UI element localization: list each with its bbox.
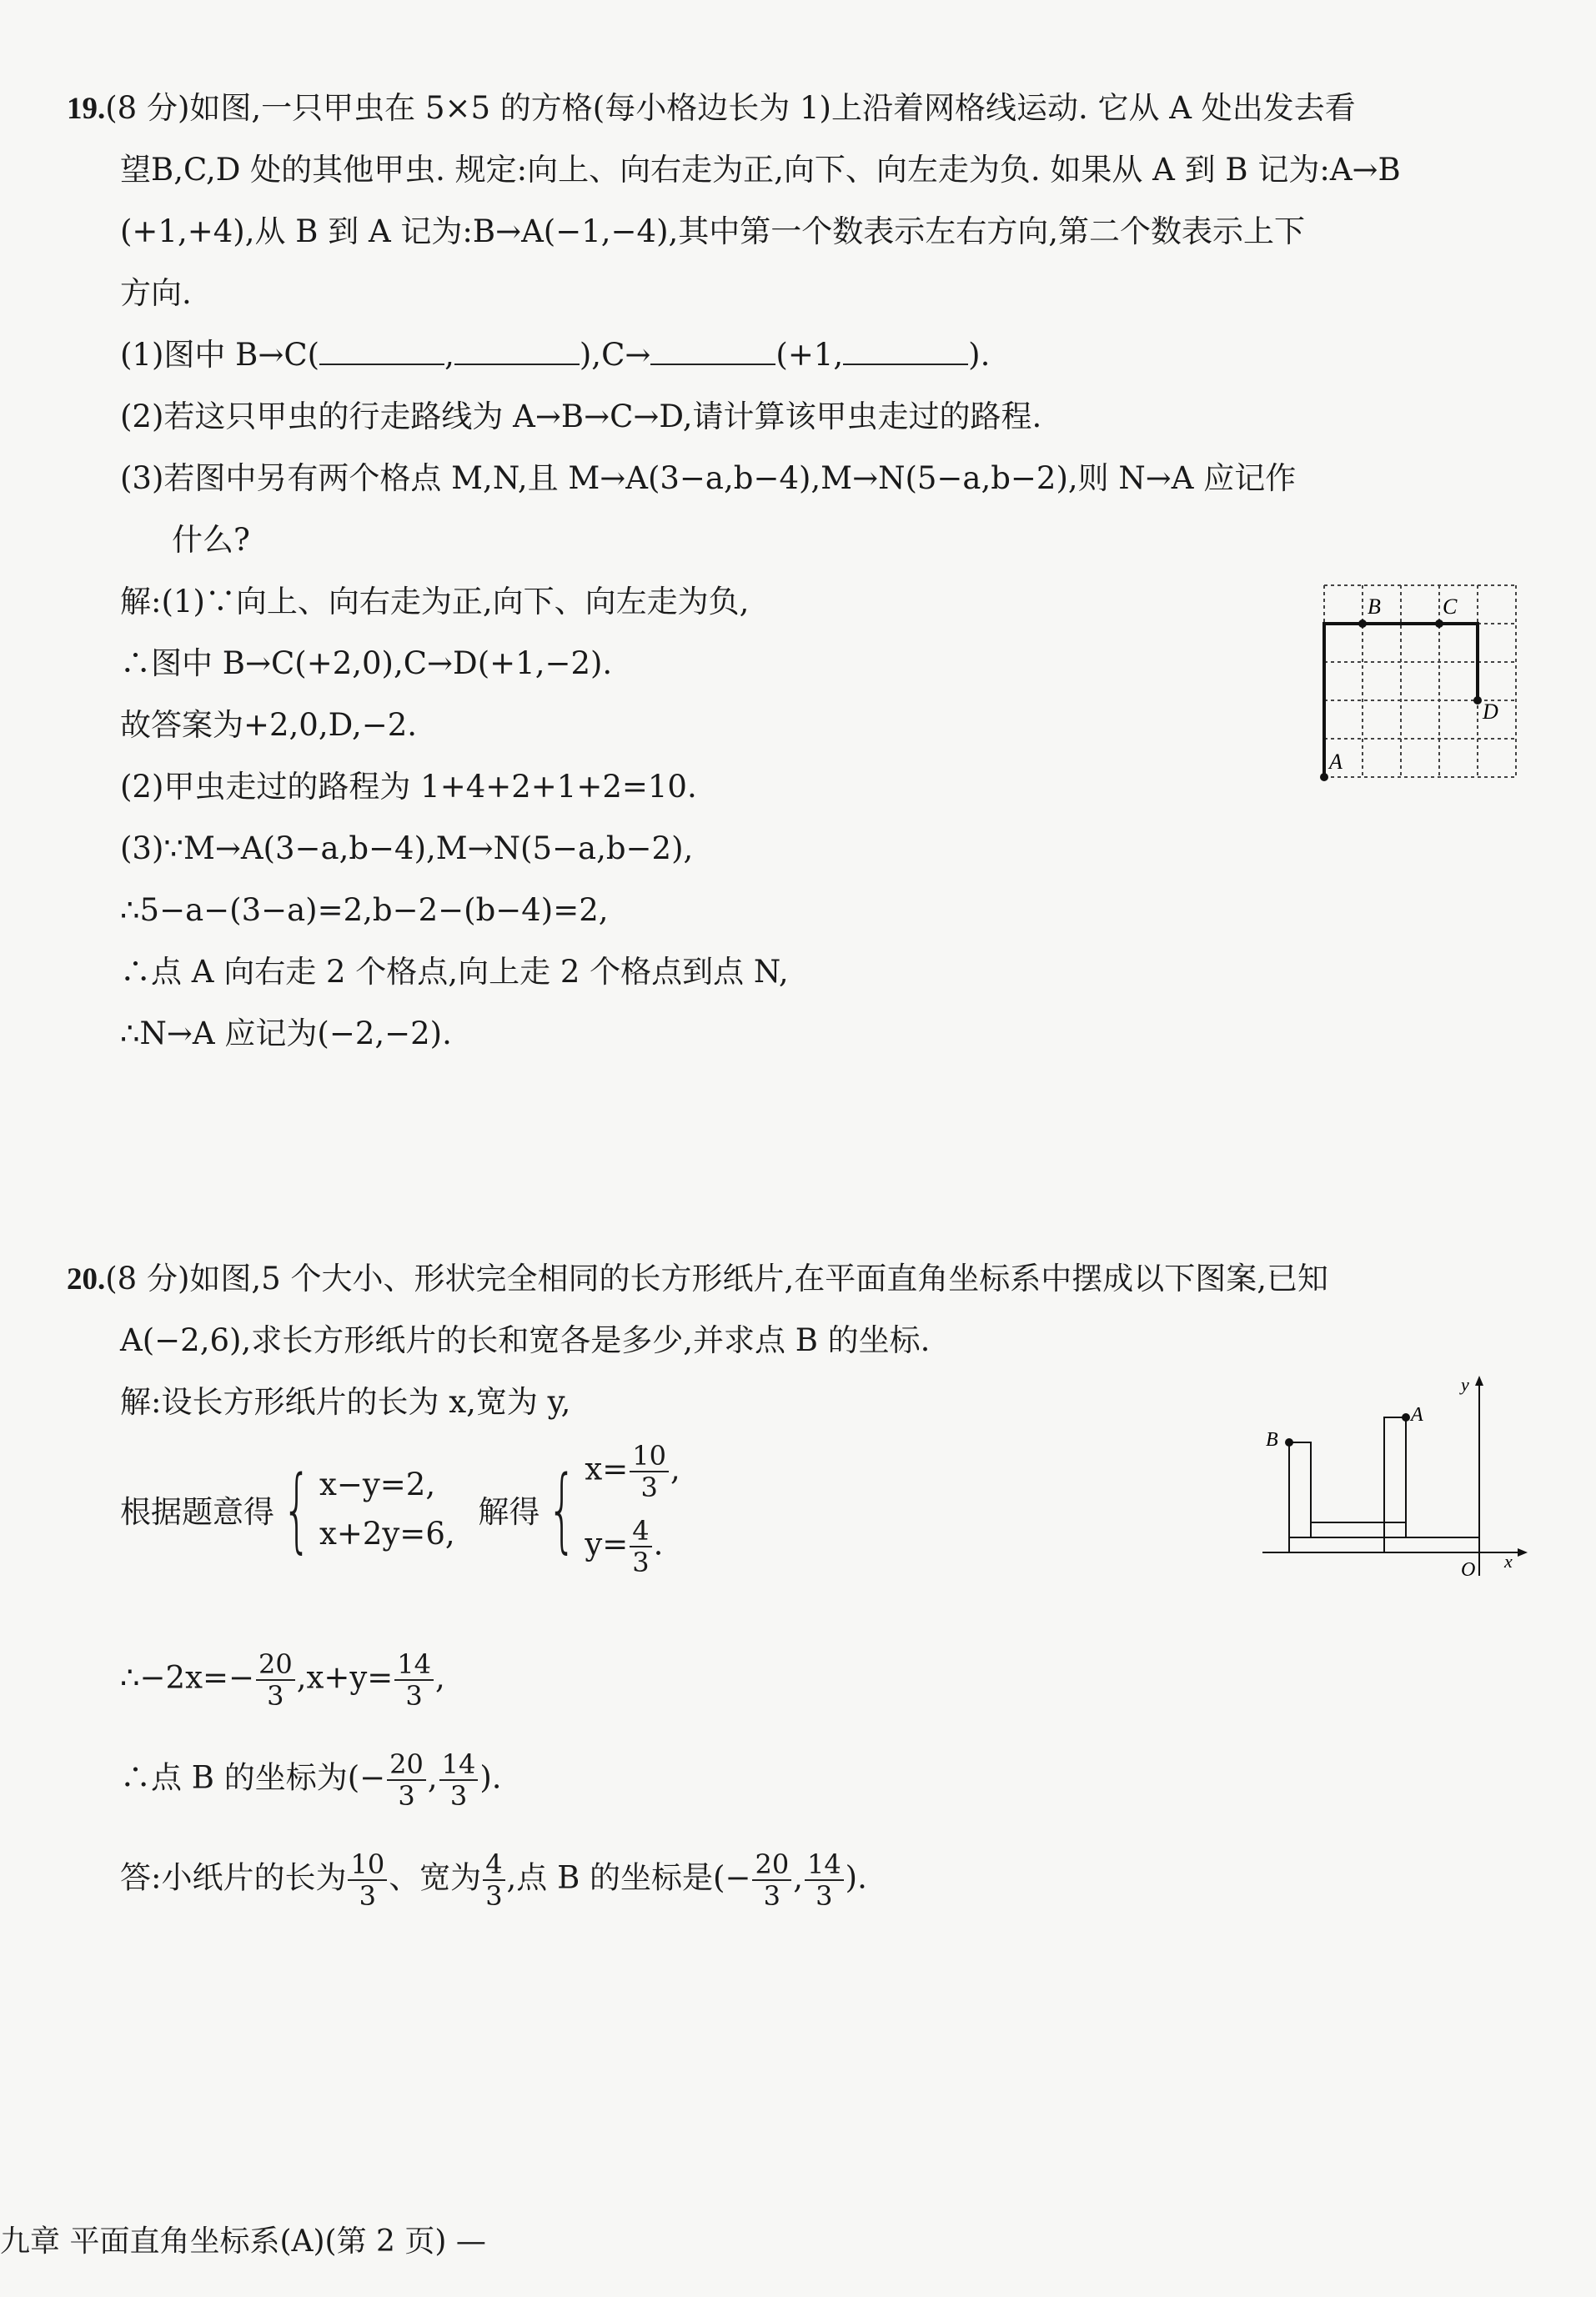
point-C — [1435, 619, 1443, 628]
q20-answer: 答:小纸片的长为 $\frac{10}{3}$ 、宽为 $\frac{4}{3}$ ,点 B 的坐标是(− $\frac{20}{3}$ , $\frac{14}{3}$ ). — [120, 1848, 867, 1912]
q19-sol1: 解:(1)∵向上、向右走为正,向下、向左走为负, — [120, 584, 750, 619]
label-A: A — [1411, 1404, 1423, 1426]
q20-line2: A(−2,6),求长方形纸片的长和宽各是多少,并求点 B 的坐标. — [120, 1322, 931, 1358]
point-B — [1358, 619, 1367, 628]
rectangle-paper — [1289, 1537, 1384, 1552]
q19-part3a: (3)若图中另有两个格点 M,N,且 M→A(3−a,b−4),M→N(5−a,b−2),则 N→A 应记作 — [120, 460, 1297, 496]
q20-line1: 20.(8 分)如图,5 个大小、形状完全相同的长方形纸片,在平面直角坐标系中摆成以下图案,已知 — [67, 1261, 1329, 1296]
page-footer: 九章 平面直角坐标系(A)(第 2 页) — — [0, 2224, 486, 2259]
q19-sol4: (2)甲虫走过的路程为 1+4+2+1+2=10. — [120, 769, 697, 805]
point-A — [1320, 773, 1328, 781]
label-x: x — [1504, 1551, 1513, 1572]
y-axis-arrow — [1475, 1376, 1483, 1386]
q19-part2: (2)若这只甲虫的行走路线为 A→B→C→D,请计算该甲虫走过的路程. — [120, 399, 1042, 434]
q19-line4: 方向. — [120, 275, 192, 311]
q19-line1: 19.(8 分)如图,一只甲虫在 5×5 的方格(每小格边长为 1)上沿着网格线运动. 它从 A 处出发去看 — [67, 90, 1356, 126]
q19-number: 19. — [67, 92, 106, 126]
rectangle-paper — [1384, 1417, 1406, 1537]
point-A — [1402, 1413, 1410, 1422]
point-B — [1285, 1438, 1293, 1447]
label-B: B — [1266, 1429, 1278, 1451]
q20-equations: 根据题意得{ x−y=2, x+2y=6, 解得{ x= $\frac{10}{3}$ , y= $\frac{4}{3}$ . — [120, 1440, 680, 1578]
answer-blank — [843, 339, 968, 365]
label-A: A — [1329, 750, 1343, 774]
q20-number: 20. — [67, 1262, 106, 1296]
label-C: C — [1443, 594, 1458, 619]
q19-sol3: 故答案为+2,0,D,−2. — [120, 707, 418, 743]
label-O: O — [1461, 1559, 1476, 1581]
q19-part1: (1)图中 B→C( , ),C→ (+1, ). — [120, 337, 991, 373]
q19-part3b: 什么? — [172, 522, 250, 558]
q19-sol6: ∴5−a−(3−a)=2,b−2−(b−4)=2, — [120, 892, 609, 928]
answer-blank — [454, 339, 580, 365]
answer-blank — [650, 339, 775, 365]
q19-grid-figure — [1309, 575, 1526, 792]
rectangle-paper — [1384, 1537, 1479, 1552]
q19-sol2: ∴图中 B→C(+2,0),C→D(+1,−2). — [120, 645, 613, 681]
q19-line3: (+1,+4),从 B 到 A 记为:B→A(−1,−4),其中第一个数表示左右方向,第二个数表示上下 — [120, 213, 1306, 249]
q19-sol8: ∴N→A 应记为(−2,−2). — [120, 1016, 452, 1051]
x-axis-arrow — [1518, 1548, 1528, 1557]
point-D — [1473, 696, 1482, 705]
q19-sol5: (3)∵M→A(3−a,b−4),M→N(5−a,b−2), — [120, 830, 694, 866]
label-y: y — [1461, 1374, 1469, 1395]
q19-line2: 望B,C,D 处的其他甲虫. 规定:向上、向右走为正,向下、向左走为负. 如果从 A 到 B 记为:A→B — [120, 152, 1401, 188]
q20-sol4: ∴点 B 的坐标为(− $\frac{20}{3}$ , $\frac{14}{3}$ ). — [120, 1748, 502, 1812]
q19-sol7: ∴点 A 向右走 2 个格点,向上走 2 个格点到点 N, — [120, 954, 789, 990]
rectangle-paper — [1289, 1442, 1311, 1537]
label-D: D — [1483, 700, 1498, 724]
rectangle-paper — [1311, 1522, 1406, 1537]
q20-rectangles-figure — [1251, 1367, 1534, 1584]
label-B: B — [1368, 594, 1381, 619]
answer-blank — [319, 339, 444, 365]
q20-sol1: 解:设长方形纸片的长为 x,宽为 y, — [120, 1384, 571, 1420]
q20-sol3: ∴−2x=− $\frac{20}{3}$ ,x+y= $\frac{14}{3}$ , — [120, 1648, 445, 1712]
